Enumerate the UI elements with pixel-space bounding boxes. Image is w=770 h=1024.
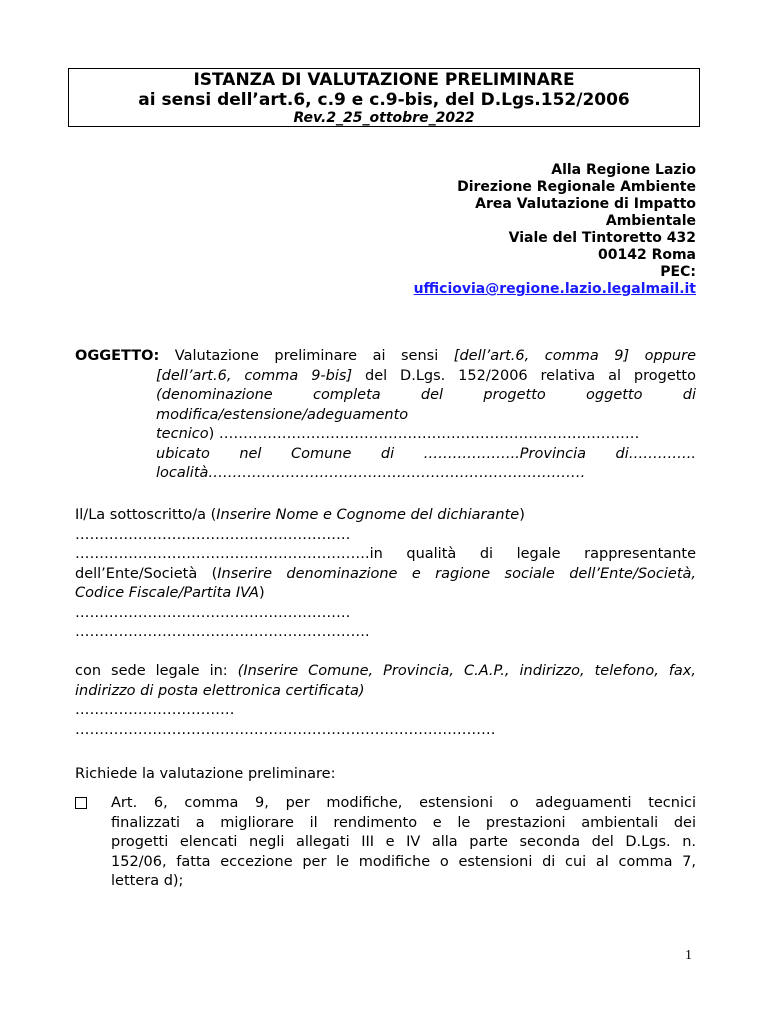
option-line: lettera d);: [111, 873, 184, 889]
option-line: 152/06, fatta eccezione per le modifiche o estensioni di cui al comma 7,: [111, 853, 696, 870]
paragraph-text: Inserire Nome e Cognome del dichiarante: [216, 507, 520, 523]
pec-email-link[interactable]: ufficiovia@regione.lazio.legalmail.it: [413, 281, 696, 297]
sottoscritto-section: [75, 506, 696, 643]
document-subtitle: ai sensi dell’art.6, c.9 e c.9-bis, del D.Lgs.152/2006: [138, 90, 630, 110]
oggetto-text: [dell’art.6, comma 9-bis]: [156, 367, 353, 384]
paragraph-text: (Inserire Comune, Provincia, C.A.P., indirizzo, telefono, fax,: [237, 663, 696, 679]
document-revision: Rev.2_25_ottobre_2022: [293, 110, 475, 126]
option-line: finalizzati a migliorare il rendimento e le prestazioni ambientali dei: [111, 814, 696, 831]
option-line: Art. 6, comma 9, per modifiche, estensioni o adeguamenti tecnici: [111, 795, 696, 811]
paragraph-text: ): [258, 585, 265, 601]
paragraph-text: Codice Fiscale/Partita IVA: [75, 585, 259, 601]
recipient-line: Alla Regione Lazio: [551, 162, 696, 178]
oggetto-text: modifica/estensione/adeguamento: [156, 406, 409, 423]
recipient-line: Viale del Tintoretto 432: [508, 230, 696, 246]
paragraph-text: Il/La sottoscritto/a (: [75, 507, 217, 523]
oggetto-text: (denominazione completa del progetto oggetto di: [156, 387, 696, 403]
recipient-line: 00142 Roma: [597, 247, 696, 263]
oggetto-text: tecnico: [156, 426, 209, 442]
option-art6-comma9: [75, 794, 696, 892]
oggetto-label: OGGETTO:: [75, 348, 160, 364]
document-title: ISTANZA DI VALUTAZIONE PRELIMINARE: [193, 70, 575, 90]
recipient-line: Area Valutazione di Impatto: [475, 196, 696, 212]
oggetto-text: località……………………………………………………………………: [156, 465, 586, 481]
fill-line: ……………………………: [75, 702, 235, 718]
option-text: [111, 794, 696, 892]
paragraph-text: ): [519, 507, 525, 523]
pec-label: PEC:: [660, 264, 696, 280]
oggetto-text: del D.Lgs. 152/2006 relativa al progetto: [352, 367, 696, 384]
sede-section: [75, 662, 696, 740]
oggetto-text: Valutazione preliminare ai sensi: [159, 348, 454, 364]
option-line: progetti elencati negli allegati III e IV alla parte seconda del D.Lgs. n.: [111, 834, 696, 850]
oggetto-section: [75, 347, 696, 484]
title-box: [68, 68, 700, 127]
fill-line: …………………………………………………….: [75, 624, 370, 640]
paragraph-text: dell’Ente/Società (: [75, 565, 218, 582]
oggetto-text: [dell’art.6, comma 9] oppure: [453, 348, 696, 364]
recipient-address: [356, 162, 696, 298]
paragraph-text: con sede legale in:: [75, 663, 238, 679]
recipient-line: Direzione Regionale Ambiente: [457, 179, 696, 195]
fill-line: ……………………………………………………………………………: [75, 721, 496, 738]
paragraph-text: Inserire denominazione e ragione sociale dell’Ente/Società,: [217, 565, 697, 582]
paragraph-text: …………………………………………………….in qualità di legale rappresentante: [75, 546, 696, 562]
richiede-label: Richiede la valutazione preliminare:: [75, 766, 336, 782]
page-number: 1: [685, 948, 692, 963]
richiede-section: [75, 765, 696, 785]
oggetto-text: ubicato nel Comune di ………………..Provincia di…………..: [156, 445, 696, 462]
oggetto-text: ) ……………………………………………………………………………: [208, 426, 640, 442]
paragraph-text: indirizzo di posta elettronica certificata): [75, 682, 365, 699]
fill-line: …………………………………………………: [75, 604, 351, 621]
fill-line: …………………………………………………: [75, 526, 351, 543]
recipient-line: Ambientale: [605, 213, 696, 229]
option-checkbox[interactable]: [75, 797, 87, 809]
